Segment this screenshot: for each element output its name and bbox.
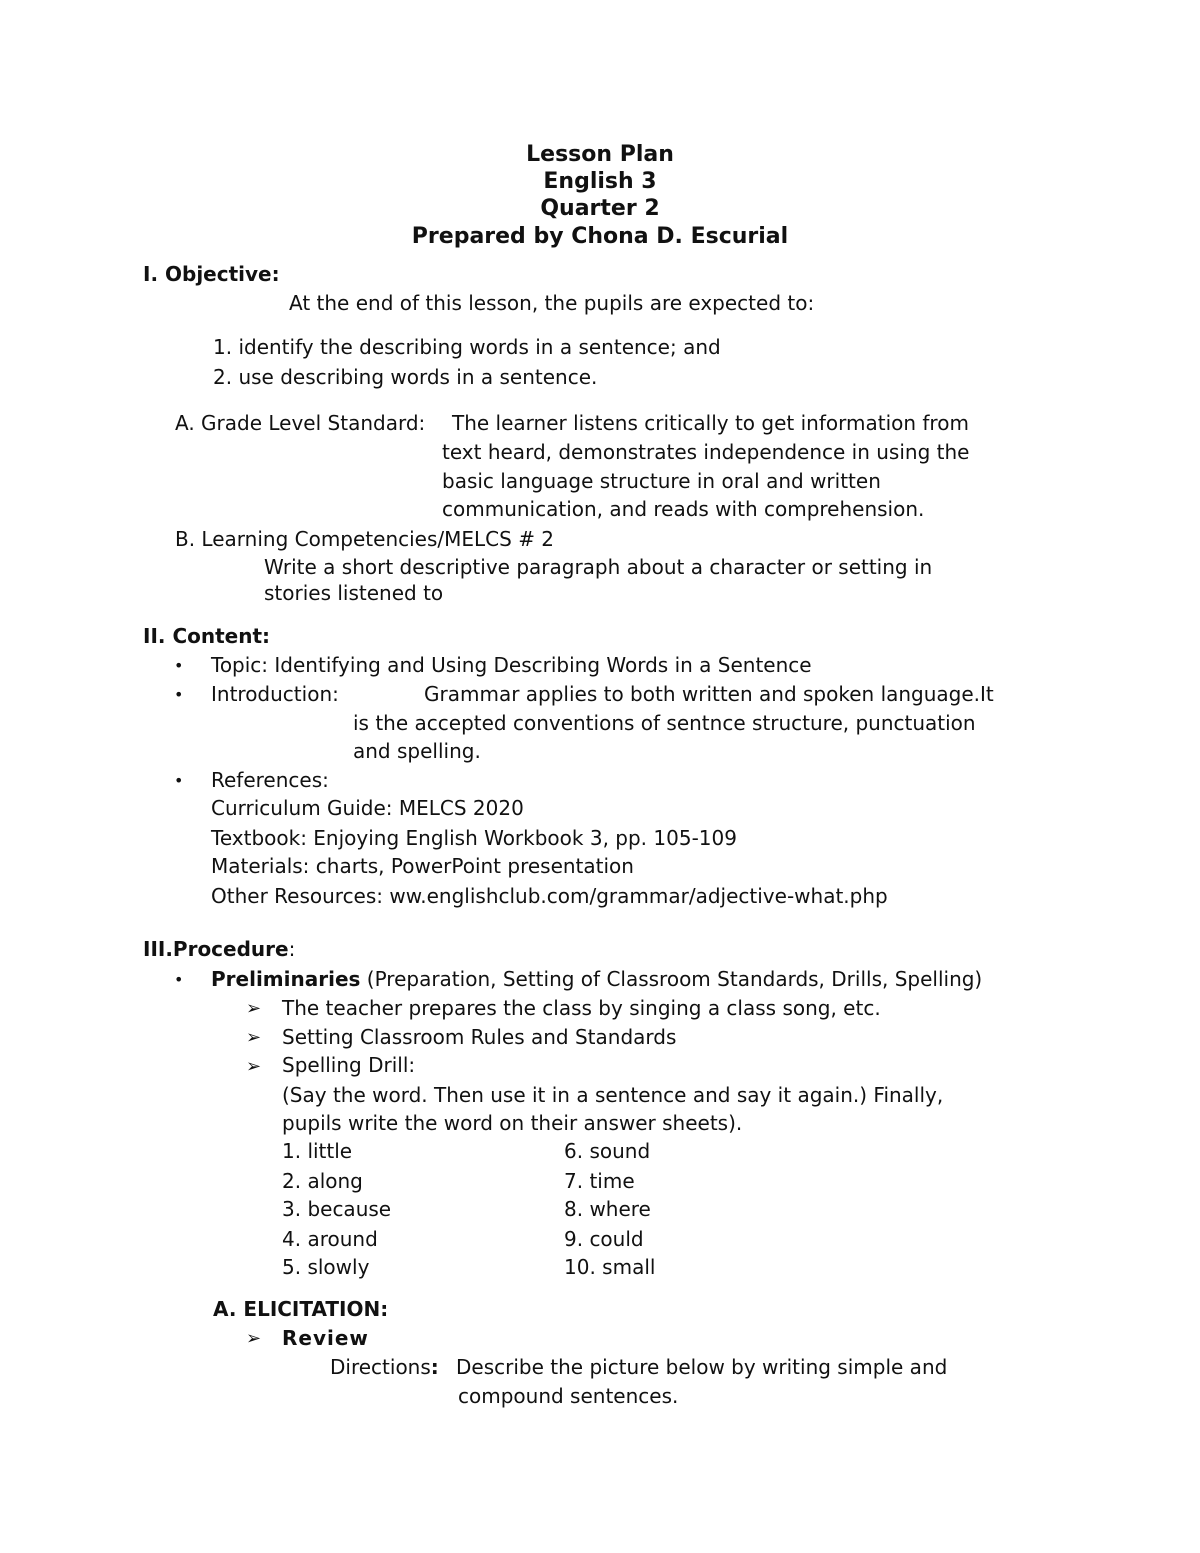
preliminaries (211, 968, 982, 991)
spelling-word: 3. because (282, 1197, 392, 1221)
grade-level-standard-line: The learner listens critically to get information from (452, 411, 969, 435)
review-label: Review (282, 1326, 369, 1350)
directions-line: compound sentences. (458, 1384, 679, 1408)
objective-item-2: 2. use describing words in a sentence. (213, 365, 598, 389)
spelling-word: 2. along (282, 1169, 363, 1193)
reference-materials: Materials: charts, PowerPoint presentation (211, 854, 634, 878)
grade-level-standard-line: text heard, demonstrates independence in using the (442, 440, 970, 464)
drill-instruction-line: pupils write the word on their answer sheets). (282, 1111, 743, 1135)
preliminaries-label: Preliminaries (211, 967, 361, 991)
preliminaries-detail: (Preparation, Setting of Classroom Standards, Drills, Spelling) (360, 967, 983, 991)
introduction-line: Grammar applies to both written and spoken language.It (424, 682, 994, 706)
objective-heading: I. Objective: (143, 262, 280, 286)
directions-label: Directions (330, 1355, 431, 1379)
content-heading: II. Content: (143, 624, 271, 648)
grade-level-standard-line: basic language structure in oral and written (442, 469, 881, 493)
reference-other-resources: Other Resources: ww.englishclub.com/grammar/adjective-what.php (211, 884, 888, 908)
subject-title: English 3 (543, 169, 657, 194)
reference-textbook: Textbook: Enjoying English Workbook 3, pp. 105-109 (211, 826, 737, 850)
arrow-bullet-icon: ➢ (246, 1056, 262, 1077)
spelling-word: 5. slowly (282, 1255, 370, 1279)
bullet-icon: • (174, 685, 184, 704)
spelling-word: 1. little (282, 1139, 353, 1163)
drill-instruction-line: (Say the word. Then use it in a sentence and say it again.) Finally, (282, 1083, 944, 1107)
arrow-bullet-icon: ➢ (246, 1328, 262, 1349)
procedure-step: The teacher prepares the class by singing a class song, etc. (282, 996, 881, 1020)
objective-intro: At the end of this lesson, the pupils are expected to: (289, 291, 815, 315)
bullet-icon: • (174, 970, 184, 989)
directions-colon: : (430, 1355, 439, 1379)
spelling-word: 6. sound (564, 1139, 651, 1163)
procedure-heading-colon: : (288, 937, 296, 961)
grade-level-standard-line: communication, and reads with comprehension. (442, 497, 925, 521)
spelling-word: 8. where (564, 1197, 651, 1221)
prepared-by: Prepared by Chona D. Escurial (411, 224, 789, 249)
lesson-plan-title: Lesson Plan (526, 142, 674, 167)
spelling-word: 10. small (564, 1255, 656, 1279)
procedure-heading (143, 938, 295, 961)
topic: Topic: Identifying and Using Describing Words in a Sentence (211, 653, 812, 677)
bullet-icon: • (174, 656, 184, 675)
competency-line: Write a short descriptive paragraph about a character or setting in (264, 555, 933, 579)
procedure-step: Setting Classroom Rules and Standards (282, 1025, 677, 1049)
spelling-word: 7. time (564, 1169, 635, 1193)
arrow-bullet-icon: ➢ (246, 1027, 262, 1048)
reference-curriculum-guide: Curriculum Guide: MELCS 2020 (211, 796, 524, 820)
objective-item-1: 1. identify the describing words in a sentence; and (213, 335, 721, 359)
elicitation-heading: A. ELICITATION: (213, 1297, 389, 1321)
competency-line: stories listened to (264, 581, 444, 605)
procedure-heading-text: III.Procedure (143, 937, 289, 961)
learning-competencies-label: B. Learning Competencies/MELCS # 2 (175, 527, 555, 551)
arrow-bullet-icon: ➢ (246, 998, 262, 1019)
grade-level-standard-label: A. Grade Level Standard: (175, 411, 426, 435)
bullet-icon: • (174, 771, 184, 790)
spelling-word: 4. around (282, 1227, 378, 1251)
introduction-line: and spelling. (353, 739, 481, 763)
directions (330, 1356, 439, 1379)
procedure-step: Spelling Drill: (282, 1053, 416, 1077)
introduction-line: is the accepted conventions of sentnce structure, punctuation (353, 711, 976, 735)
directions-line: Describe the picture below by writing simple and (456, 1355, 948, 1379)
spelling-word: 9. could (564, 1227, 644, 1251)
references-label: References: (211, 768, 329, 792)
introduction-label: Introduction: (211, 682, 339, 706)
quarter-title: Quarter 2 (540, 196, 660, 221)
